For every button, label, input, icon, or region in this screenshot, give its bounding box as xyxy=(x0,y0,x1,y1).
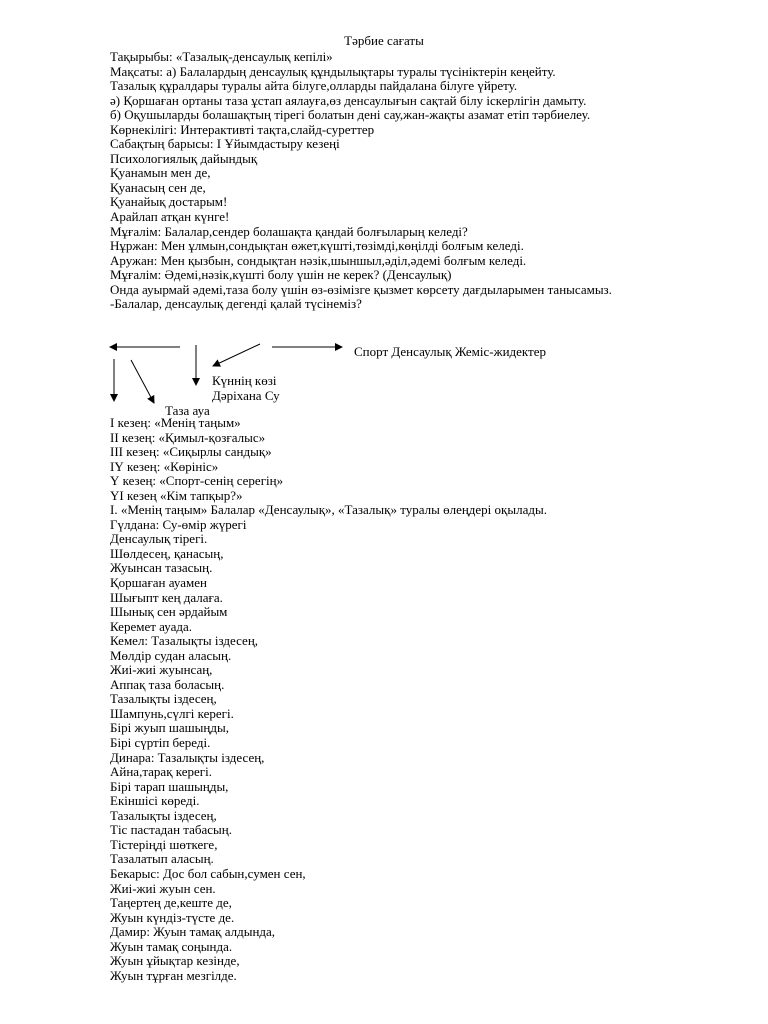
text-line: І кезең: «Менің таңым» xyxy=(110,415,241,430)
text-line: Аппақ таза боласың. xyxy=(110,676,225,692)
text-line: Жуын күндіз-түсте де. xyxy=(110,909,235,925)
text-line: Қуанайық достарым! xyxy=(110,194,228,210)
text-line: Сабақтың барысы: І Ұйымдастыру кезеңі xyxy=(110,136,340,152)
text-line: Жуын ұйықтар кезінде, xyxy=(110,953,240,969)
text-line: Жиі-жиі жуынсаң, xyxy=(110,662,213,678)
text-line: Тіс пастадан табасың. xyxy=(110,822,232,838)
text-line: -Балалар, денсаулық дегенді қалай түсінеміз? xyxy=(110,296,362,312)
text-line: Нұржан: Мен ұлмын,сондықтан өжет,күшті,төзімді,көңілді болғым келеді. xyxy=(110,238,524,254)
diagram-label-sport: Спорт Денсаулық Жеміс-жидектер xyxy=(354,344,547,359)
text-line: Динара: Тазалықты іздесең, xyxy=(110,749,265,765)
text-line: Жуын тұрған мезгілде. xyxy=(110,967,237,983)
text-line: Бірі жуып шашыңды, xyxy=(110,720,229,736)
text-line: Бекарыс: Дос бол сабын,сумен сен, xyxy=(110,865,306,881)
text-line: ІІ кезең: «Қимыл-қозғалыс» xyxy=(110,429,266,445)
text-line: Таңертең де,кеште де, xyxy=(110,895,232,911)
text-line: Жиі-жиі жуын сен. xyxy=(110,880,216,896)
text-line: Шөлдесең, қанасың, xyxy=(110,545,224,561)
text-line: Психологиялық дайындық xyxy=(110,150,258,166)
text-line: Тазалық құралдары туралы айта білуге,олларды пайдалана білуге үйрету. xyxy=(110,78,518,94)
text-line: ІҮ кезең: «Көрініс» xyxy=(110,458,219,474)
text-line: ә) Қоршаған ортаны таза ұстап аялауға,өз денсаулығын сақтай білу іскерлігін дамыту. xyxy=(110,92,587,108)
arrow-diagonal-down xyxy=(131,360,154,403)
text-line: ҮІ кезең «Кім тапқыр?» xyxy=(110,487,243,503)
text-line: Мұғалім: Балалар,сендер болашақта қандай болғыларың келеді? xyxy=(110,223,468,239)
text-line: Керемет ауада. xyxy=(110,618,192,634)
text-line: Тазалатып аласың. xyxy=(110,851,214,867)
text-line: Шынық сен әрдайым xyxy=(110,604,228,620)
intro-text-block xyxy=(110,50,750,312)
diagram-label-sun: Күннің көзі xyxy=(212,373,277,388)
arrow-diagonal-left xyxy=(213,344,260,366)
text-line: І. «Менің таңым» Балалар «Денсаулық», «Тазалық» туралы өлеңдері оқылады. xyxy=(110,502,547,518)
text-line: Шампунь,сүлгі керегі. xyxy=(110,705,234,721)
text-line: Тістеріңді шөткеге, xyxy=(110,836,218,852)
document-title: Тәрбие сағаты xyxy=(344,33,424,48)
text-line: Гүлдана: Су-өмір жүрегі xyxy=(110,516,247,532)
text-line: Мұғалім: Әдемі,нәзік,күшті болу үшін не керек? (Денсаулық) xyxy=(110,267,452,283)
text-line: Онда ауырмай әдемі,таза болу үшін өз-өзімізге қызмет көрсету дағдыларымен танысамыз. xyxy=(110,281,612,297)
text-line: ІІІ кезең: «Сиқырлы сандық» xyxy=(110,444,272,460)
text-line: Тазалықты іздесең, xyxy=(110,807,217,823)
text-line: Бірі сүртіп береді. xyxy=(110,735,211,751)
text-line: Аружан: Мен қызбын, сондықтан нәзік,шыншыл,әділ,әдемі болғым келеді. xyxy=(110,252,527,268)
text-line: Шығыпт кең далаға. xyxy=(110,589,223,605)
text-line: б) Оқушыларды болашақтың тірегі болатын дені сау,жан-жақты азамат етіп тәрбиелеу. xyxy=(110,107,591,123)
text-line: Денсаулық тірегі. xyxy=(110,531,208,547)
text-line: Арайлап атқан күнге! xyxy=(110,209,230,225)
body-text-block xyxy=(110,416,750,983)
text-line: Жуын тамақ соңында. xyxy=(110,938,233,954)
diagram-label-pharmacy: Дәріхана Су xyxy=(212,388,280,403)
text-line: Қуанасың сен де, xyxy=(110,179,206,195)
text-line: Мөлдір судан аласың. xyxy=(110,647,232,663)
text-line: Кемел: Тазалықты іздесең, xyxy=(110,633,259,649)
text-line: Мақсаты: а) Балалардың денсаулық құндылықтары туралы түсініктерін кеңейту. xyxy=(110,63,556,79)
text-line: Жуынсан тазасың. xyxy=(110,560,213,576)
text-line: Қуанамын мен де, xyxy=(110,165,211,181)
text-line: Дамир: Жуын тамақ алдында, xyxy=(110,924,276,940)
text-line: Бірі тарап шашыңды, xyxy=(110,778,229,794)
text-line: Тазалықты іздесең, xyxy=(110,691,217,707)
text-line: Екіншісі көреді. xyxy=(110,793,200,809)
text-line: Айна,тарақ керегі. xyxy=(110,764,212,780)
diagram-label-air: Таза ауа xyxy=(165,403,210,418)
text-line: Ү кезең: «Спорт-сенің серегің» xyxy=(110,473,284,489)
text-line: Тақырыбы: «Тазалық-денсаулық кепілі» xyxy=(110,49,333,64)
text-line: Көрнекілігі: Интерактивті тақта,слайд-суреттер xyxy=(110,121,375,137)
text-line: Қоршаған ауамен xyxy=(110,575,207,591)
